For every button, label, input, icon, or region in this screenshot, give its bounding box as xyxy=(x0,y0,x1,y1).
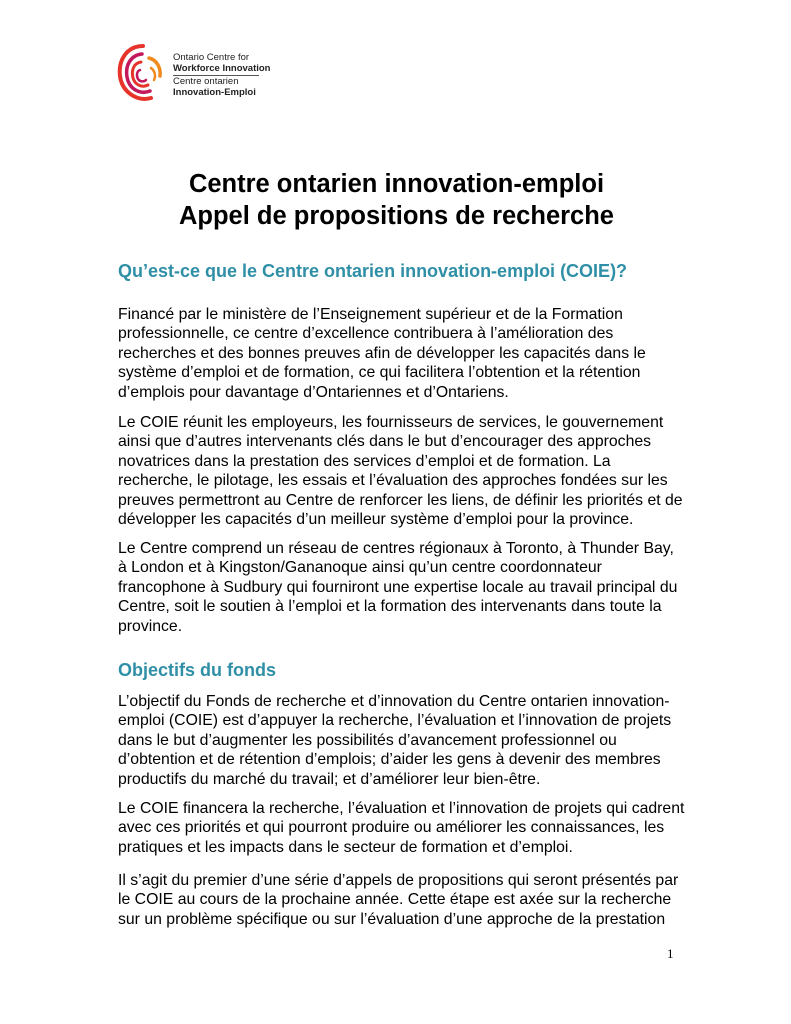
text-line: preuves permettront au Centre de renforcer les liens, de définir les priorités et de xyxy=(118,491,683,509)
text-line: d’emplois pour davantage d’Ontariennes et d’Ontariens. xyxy=(118,383,509,401)
text-line: système d’emploi et de formation, ce qui facilitera l’obtention et la rétention xyxy=(118,364,641,382)
title-line-1: Centre ontarien innovation-emploi xyxy=(188,170,605,198)
text-line: novatrices dans la prestation des services d’emploi et de formation. La xyxy=(118,452,611,470)
logo-fr-line2: Innovation-Emploi xyxy=(173,86,256,98)
logo-fr-line1: Centre ontarien xyxy=(173,76,239,87)
text-line: le COIE au cours de la prochaine année. Cette étape est axée sur la recherche xyxy=(118,891,672,909)
section-heading-objectives: Objectifs du fonds xyxy=(118,660,277,680)
text-line: Le COIE financera la recherche, l’évaluation et l’innovation de projets qui cadrent xyxy=(118,800,685,817)
text-line: Le Centre comprend un réseau de centres régionaux à Toronto, à Thunder Bay, xyxy=(118,540,674,557)
text-line: dans le but d’augmenter les possibilités d’avancement professionnel ou xyxy=(118,731,617,749)
logo-wordmark xyxy=(173,53,270,98)
paragraph-stakeholders xyxy=(118,413,683,529)
paragraph-call-series xyxy=(118,871,678,929)
logo-en-line1: Ontario Centre for xyxy=(173,52,250,63)
document-title xyxy=(0,168,791,232)
text-line: Le COIE réunit les employeurs, les fournisseurs de services, le gouvernement xyxy=(118,414,664,431)
text-line: à London et à Kingston/Gananoque ainsi qu’un centre coordonnateur xyxy=(118,559,602,577)
text-line: province. xyxy=(118,617,183,635)
logo-en-line2: Workforce Innovation xyxy=(173,62,271,74)
text-line: Centre, soit le soutien à l’emploi et la formation des intervenants dans toute la xyxy=(118,598,662,616)
paragraph-objective xyxy=(118,692,678,789)
title-line-2: Appel de propositions de recherche xyxy=(178,202,614,230)
paragraph-priorities xyxy=(118,799,685,857)
text-line: sur un problème spécifique ou sur l’évaluation d’une approche de la prestation xyxy=(118,910,666,928)
swirl-logo-icon xyxy=(113,40,173,110)
text-line: emploi (COIE) est d’appuyer la recherche, l’évaluation et l’innovation de projets xyxy=(118,712,672,730)
paragraph-network xyxy=(118,539,678,636)
text-line: L’objectif du Fonds de recherche et d’innovation du Centre ontarien innovation- xyxy=(118,693,670,710)
text-line: d’obtention et de rétention d’emplois; d’aider les gens à devenir des membres xyxy=(118,751,661,769)
text-line: ainsi que d’autres intervenants clés dans le but d’encourager des approches xyxy=(118,433,652,451)
text-line: francophone à Sudbury qui fourniront une expertise locale au travail principal du xyxy=(118,578,678,596)
text-line: avec ces priorités et qui pourront produire ou améliorer les connaissances, les xyxy=(118,819,665,837)
text-line: recherches et des bonnes preuves afin de développer les capacités dans le xyxy=(118,344,646,362)
paragraph-funding xyxy=(118,305,678,402)
text-line: recherche, le pilotage, les essais et l’évaluation des approches fondées sur les xyxy=(118,472,668,490)
page-number: 1 xyxy=(667,946,674,961)
text-line: développer les capacités d’un meilleur système d’emploi pour la province. xyxy=(118,511,634,529)
text-line: Financé par le ministère de l’Enseignement supérieur et de la Formation xyxy=(118,306,623,323)
organization-logo xyxy=(113,40,283,110)
text-line: professionnelle, ce centre d’excellence contribuera à l’amélioration des xyxy=(118,325,614,343)
text-line: pratiques et les impacts dans le secteur de formation et d’emploi. xyxy=(118,838,573,856)
text-line: Il s’agit du premier d’une série d’appels de propositions qui seront présentés par xyxy=(118,872,679,889)
section-heading-coie: Qu’est-ce que le Centre ontarien innovation-emploi (COIE)? xyxy=(118,261,628,281)
text-line: productifs du marché du travail; et d’améliorer leur bien-être. xyxy=(118,770,541,788)
